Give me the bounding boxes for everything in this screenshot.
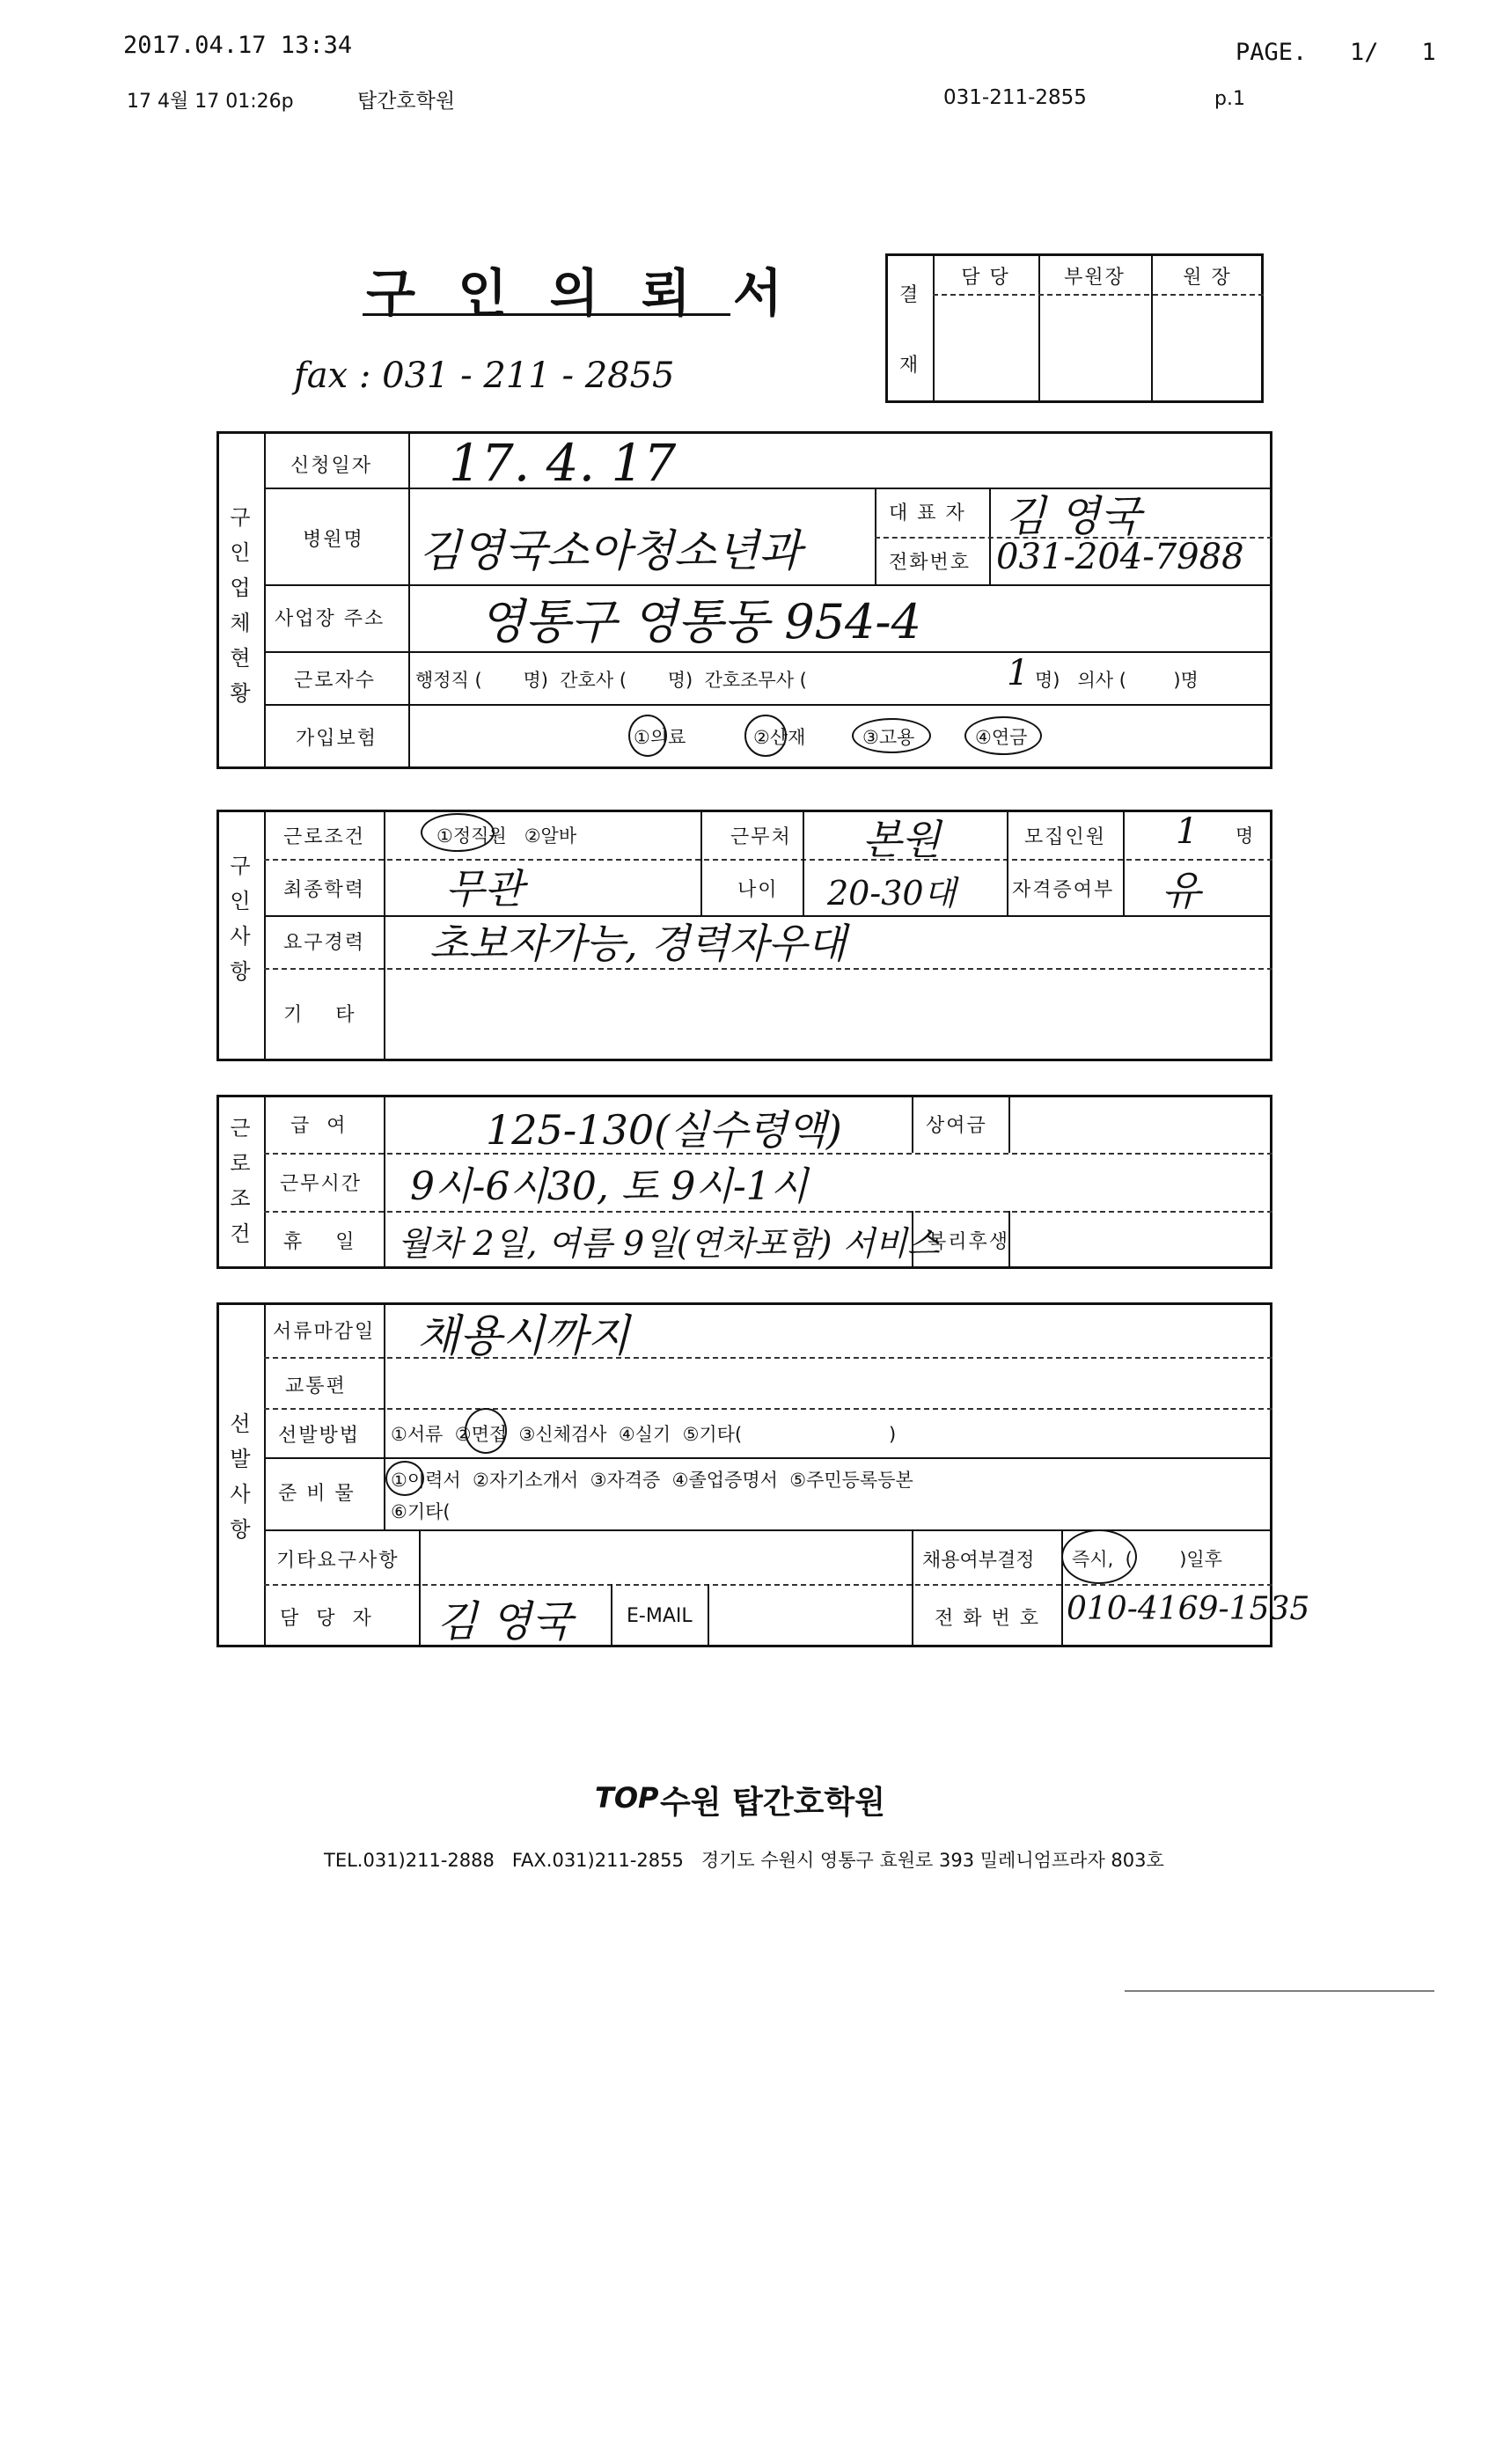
representative-label: 대 표 자 <box>889 502 966 524</box>
hire-value: 즉시, ( )일후 <box>1072 1549 1222 1570</box>
phone-value: 031-204-7988 <box>996 537 1244 577</box>
employer-side-label: 구 인 업 체 현 황 <box>230 505 251 706</box>
representative-value: 김 영국 <box>1005 492 1141 541</box>
requirement-value: 초보자가능, 경력자우대 <box>429 920 847 967</box>
approval-col-staff: 담 당 <box>961 267 1010 289</box>
transport-label: 교통편 <box>285 1375 347 1397</box>
deadline-label: 서류마감일 <box>273 1321 376 1343</box>
document-title: 구 인 의 뢰 서 <box>366 263 795 323</box>
fax-received-time: 17 4월 17 01:26p <box>127 91 294 113</box>
request-label: 기타요구사항 <box>276 1550 400 1572</box>
insurance-medical: ①의료 <box>634 727 686 748</box>
footer-logo-mark: TOP <box>595 1781 659 1815</box>
fax-sender: 탑간호학원 <box>357 90 456 113</box>
hire-label: 채용여부결정 <box>922 1550 1035 1572</box>
holiday-label: 휴 일 <box>283 1231 356 1253</box>
insurance-accident: ②산재 <box>753 727 806 748</box>
insurance-employment: ③고용 <box>862 727 915 748</box>
hours-value: 9시-6시30, 토 9시-1시 <box>410 1164 809 1209</box>
approval-col-vice-director: 부원장 <box>1064 267 1126 289</box>
date-value: 17. 4. 17 <box>449 433 677 493</box>
manager-value: 김 영국 <box>436 1597 573 1646</box>
phone-label: 전화번호 <box>889 552 972 574</box>
workers-text-b: 명) 의사 ( )명 <box>1035 670 1199 691</box>
condition-label: 근로조건 <box>283 826 366 848</box>
license-value: 유 <box>1162 867 1201 914</box>
condition-fulltime-circle <box>421 813 495 852</box>
clinic-value: 김영국소아청소년과 <box>419 525 802 576</box>
docs-resume-circle <box>385 1461 424 1496</box>
docs-label: 준 비 물 <box>278 1483 356 1505</box>
headcount-value: 1 <box>1176 811 1199 852</box>
insurance-pension-circle <box>964 716 1042 755</box>
job-side-label: 구 인 사 항 <box>230 854 251 984</box>
fax-page-number: p.1 <box>1214 88 1245 110</box>
fax-page-counter: PAGE. 1/ 1 <box>1236 39 1436 66</box>
workplace-value: 본원 <box>862 816 941 863</box>
date-label: 신청일자 <box>290 455 373 477</box>
education-label: 최종학력 <box>283 879 366 901</box>
requirement-label: 요구경력 <box>283 932 366 954</box>
method-interview-circle <box>465 1408 507 1454</box>
salary-value: 125-130(실수령액) <box>486 1106 842 1154</box>
title-underline <box>363 313 730 316</box>
selection-side-label: 선 발 사 항 <box>230 1412 251 1542</box>
email-label: E-MAIL <box>627 1605 693 1627</box>
headcount-label: 모집인원 <box>1024 826 1107 848</box>
docs-options: ①이력서 ②자기소개서 ③자격증 ④졸업증명서 ⑤주민등록등본 <box>391 1470 913 1491</box>
contact-label: 전 화 번 호 <box>935 1608 1040 1630</box>
workers-text-a: 행정직 ( 명) 간호사 ( 명) 간호조무사 ( <box>415 670 807 691</box>
address-value: 영통구 영통동 954-4 <box>479 594 921 649</box>
headcount-unit: 명 <box>1236 825 1254 847</box>
approval-col-director: 원 장 <box>1183 267 1232 289</box>
license-label: 자격증여부 <box>1012 879 1115 901</box>
age-value: 20-30대 <box>827 874 957 913</box>
insurance-label: 가입보험 <box>296 728 378 750</box>
workers-nurse-aide-count: 1 <box>1007 653 1030 693</box>
approval-label-bottom: 재 <box>899 355 919 377</box>
fax-note: fax : 031 - 211 - 2855 <box>294 356 675 396</box>
education-value: 무관 <box>445 865 524 913</box>
holiday-value: 월차 2일, 여름 9일(연차포함) 서비스 <box>398 1224 940 1263</box>
fax-sender-phone: 031-211-2855 <box>943 86 1087 109</box>
method-options: ①서류 ②면접 ③신체검사 ④실기 ⑤기타( ) <box>391 1424 897 1445</box>
workers-label: 근로자수 <box>294 670 377 692</box>
address-label: 사업장 주소 <box>275 608 385 630</box>
insurance-employment-circle <box>852 718 931 753</box>
salary-label: 급 여 <box>290 1115 348 1137</box>
hours-label: 근무시간 <box>280 1173 363 1195</box>
insurance-accident-circle <box>744 715 787 757</box>
age-label: 나이 <box>737 879 779 901</box>
fax-timestamp: 2017.04.17 13:34 <box>123 32 353 59</box>
workplace-label: 근무처 <box>730 826 792 848</box>
docs-other: ⑥기타( <box>391 1501 451 1522</box>
footer-org-name: 수원 탑간호학원 <box>660 1785 885 1821</box>
bonus-label: 상여금 <box>926 1115 987 1137</box>
deadline-value: 채용시까지 <box>417 1310 630 1361</box>
insurance-medical-circle <box>628 715 667 757</box>
hire-immediately-circle <box>1061 1529 1137 1584</box>
insurance-pension: ④연금 <box>975 727 1028 748</box>
clinic-label: 병원명 <box>303 529 364 551</box>
work-conditions-side-label: 근 로 조 건 <box>230 1116 251 1246</box>
approval-label-top: 결 <box>899 284 919 306</box>
condition-options: ①정직원 ②알바 <box>436 825 577 847</box>
manager-label: 담 당 자 <box>280 1608 373 1630</box>
contact-value: 010-4169-1535 <box>1067 1591 1310 1627</box>
other-label: 기 타 <box>283 1004 356 1026</box>
welfare-label: 복리후생 <box>928 1231 1010 1253</box>
method-label: 선발방법 <box>278 1425 361 1447</box>
footer-contact-info: TEL.031)211-2888 FAX.031)211-2855 경기도 수원시 영통구 효원로 393 밀레니엄프라자 803호 <box>324 1850 1164 1871</box>
